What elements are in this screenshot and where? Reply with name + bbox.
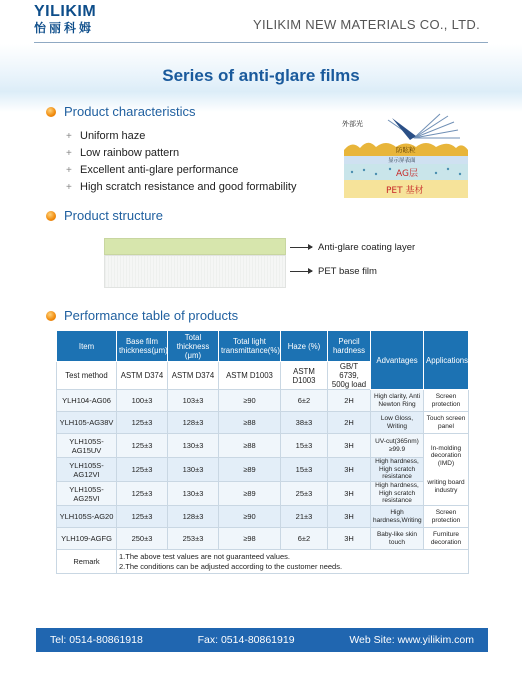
table-cell: Touch screen panel bbox=[424, 412, 469, 434]
column-header: Applications bbox=[424, 331, 469, 390]
plus-icon: + bbox=[66, 165, 72, 176]
table-cell: Screen protection bbox=[424, 390, 469, 412]
table-header-row bbox=[57, 331, 469, 362]
table-cell: Test method bbox=[57, 362, 117, 390]
table-row bbox=[57, 506, 469, 528]
table-cell: Screen protection bbox=[424, 506, 469, 528]
table-row bbox=[57, 482, 469, 506]
diagram-label-display: 显示屏表面 bbox=[388, 158, 416, 164]
diagram-label-ag-particle: 防眩粒 bbox=[396, 146, 416, 154]
list-item: + Low rainbow pattern bbox=[66, 145, 296, 162]
arrow-right-icon bbox=[290, 247, 312, 248]
structure-heading bbox=[46, 208, 163, 223]
table-cell: 125±3 bbox=[117, 412, 168, 434]
table-cell bbox=[424, 434, 469, 506]
table-cell: 6±2 bbox=[281, 528, 328, 550]
remark-row bbox=[57, 550, 469, 574]
orange-bullet-icon bbox=[46, 107, 56, 117]
plus-icon: + bbox=[66, 131, 72, 142]
table-cell: 3H bbox=[328, 482, 371, 506]
table-cell: ASTM D374 bbox=[168, 362, 219, 390]
table-row bbox=[57, 434, 469, 458]
table-cell: Low Gloss, Writing bbox=[371, 412, 424, 434]
table-cell: 250±3 bbox=[117, 528, 168, 550]
list-item: + Excellent anti-glare performance bbox=[66, 162, 296, 179]
table-cell: UV-cut(365nm) ≥99.9 bbox=[371, 434, 424, 458]
contact-footer bbox=[36, 628, 488, 652]
remark-label: Remark bbox=[57, 550, 117, 574]
table-cell: ≥90 bbox=[219, 390, 281, 412]
orange-bullet-icon bbox=[46, 211, 56, 221]
table-cell: ≥89 bbox=[219, 458, 281, 482]
table-cell: Furniture decoration bbox=[424, 528, 469, 550]
table-cell: 15±3 bbox=[281, 434, 328, 458]
column-header: Pencil hardness bbox=[328, 331, 371, 362]
coating-layer-label: Anti-glare coating layer bbox=[318, 242, 416, 253]
table-cell: YLH104-AG06 bbox=[57, 390, 117, 412]
table-cell: 128±3 bbox=[168, 412, 219, 434]
coating-layer-pointer bbox=[290, 242, 415, 253]
remark-line: 1.The above test values are not guaranteed values. bbox=[119, 552, 290, 561]
performance-table bbox=[56, 330, 469, 574]
table-cell: 100±3 bbox=[117, 390, 168, 412]
structure-title: Product structure bbox=[64, 208, 163, 223]
page-header bbox=[0, 0, 522, 44]
table-cell: YLH105S-AG12VI bbox=[57, 458, 117, 482]
table-cell: YLH105S-AG20 bbox=[57, 506, 117, 528]
characteristics-title: Product characteristics bbox=[64, 104, 196, 119]
pet-base-film-layer bbox=[104, 255, 286, 288]
website-link[interactable]: Web Site: www.yilikim.com bbox=[349, 634, 474, 646]
table-cell: 253±3 bbox=[168, 528, 219, 550]
table-cell: 130±3 bbox=[168, 458, 219, 482]
table-cell: ≥88 bbox=[219, 434, 281, 458]
base-film-pointer bbox=[290, 266, 377, 277]
table-cell: ≥90 bbox=[219, 506, 281, 528]
table-cell: 2H bbox=[328, 412, 371, 434]
diagram-label-light: 外部光 bbox=[342, 120, 363, 128]
characteristics-list bbox=[66, 128, 296, 196]
column-header: Base film thickness(μm) bbox=[117, 331, 168, 362]
plus-icon: + bbox=[66, 148, 72, 159]
page-title: Series of anti-glare films bbox=[162, 66, 360, 85]
column-header: Advantages bbox=[371, 331, 424, 390]
table-cell: 25±3 bbox=[281, 482, 328, 506]
table-row bbox=[57, 528, 469, 550]
orange-bullet-icon bbox=[46, 311, 56, 321]
anti-glare-coating-layer bbox=[104, 238, 286, 255]
table-cell: ASTM D374 bbox=[117, 362, 168, 390]
table-cell: 130±3 bbox=[168, 434, 219, 458]
table-cell: High hardness,Writing bbox=[371, 506, 424, 528]
header-divider bbox=[34, 42, 488, 43]
table-cell: 3H bbox=[328, 434, 371, 458]
table-cell: YLH105S-AG25VI bbox=[57, 482, 117, 506]
table-cell: GB/T 6739, 500g load bbox=[328, 362, 371, 390]
table-cell: 128±3 bbox=[168, 506, 219, 528]
performance-heading bbox=[46, 308, 238, 323]
table-cell: Baby-like skin touch bbox=[371, 528, 424, 550]
table-cell: 21±3 bbox=[281, 506, 328, 528]
table-cell: High hardness, High scratch resistance bbox=[371, 458, 424, 482]
table-cell: ≥98 bbox=[219, 528, 281, 550]
table-cell: 125±3 bbox=[117, 434, 168, 458]
column-header: Item bbox=[57, 331, 117, 362]
table-cell: ≥89 bbox=[219, 482, 281, 506]
arrow-right-icon bbox=[290, 271, 312, 272]
table-cell: 2H bbox=[328, 390, 371, 412]
base-film-label: PET base film bbox=[318, 266, 377, 277]
table-cell: 125±3 bbox=[117, 506, 168, 528]
table-cell: YLH105-AG38V bbox=[57, 412, 117, 434]
diagram-label-pet: PET 基材 bbox=[386, 186, 424, 196]
remark-text bbox=[117, 550, 469, 574]
table-row bbox=[57, 458, 469, 482]
logo-chinese-name: 怡丽科姆 bbox=[34, 21, 95, 35]
company-name: YILIKIM NEW MATERIALS CO., LTD. bbox=[253, 17, 480, 32]
table-cell: 38±3 bbox=[281, 412, 328, 434]
table-cell: 130±3 bbox=[168, 482, 219, 506]
table-cell: YLH109-AGFG bbox=[57, 528, 117, 550]
company-logo bbox=[34, 4, 114, 38]
table-cell: 125±3 bbox=[117, 458, 168, 482]
column-header: Total light transmittance(%) bbox=[219, 331, 281, 362]
diagram-label-ag-layer: AG层 bbox=[396, 169, 418, 179]
table-cell: ≥88 bbox=[219, 412, 281, 434]
list-item: + Uniform haze bbox=[66, 128, 296, 145]
characteristics-heading bbox=[46, 104, 196, 119]
performance-title: Performance table of products bbox=[64, 308, 239, 323]
table-cell: High clarity, Anti Newton Ring bbox=[371, 390, 424, 412]
table-cell: 125±3 bbox=[117, 482, 168, 506]
remark-line: 2.The conditions can be adjusted according to the customer needs. bbox=[119, 561, 343, 571]
phone-number: Tel: 0514-80861918 bbox=[50, 634, 143, 646]
table-cell: ASTM D1003 bbox=[281, 362, 328, 390]
table-row bbox=[57, 412, 469, 434]
fax-number: Fax: 0514-80861919 bbox=[197, 634, 295, 646]
structure-diagram bbox=[104, 238, 286, 288]
table-cell: 15±3 bbox=[281, 458, 328, 482]
list-item: + High scratch resistance and good formability bbox=[66, 179, 296, 196]
table-cell: ASTM D1003 bbox=[219, 362, 281, 390]
table-cell: High hardness, High scratch resistance bbox=[371, 482, 424, 506]
application-imd: In-molding decoration (IMD) bbox=[430, 444, 462, 467]
plus-icon: + bbox=[66, 182, 72, 193]
table-cell: 3H bbox=[328, 458, 371, 482]
table-cell: 6±2 bbox=[281, 390, 328, 412]
table-cell: 3H bbox=[328, 528, 371, 550]
light-arrow-icon bbox=[392, 118, 416, 140]
column-header: Haze (%) bbox=[281, 331, 328, 362]
column-header: Total thickness (μm) bbox=[168, 331, 219, 362]
table-cell: 3H bbox=[328, 506, 371, 528]
logo-wordmark: YILIKIM bbox=[34, 3, 97, 20]
table-cell: YLH105S-AG15UV bbox=[57, 434, 117, 458]
table-cell: 103±3 bbox=[168, 390, 219, 412]
anti-glare-diagram bbox=[336, 112, 476, 212]
table-row bbox=[57, 390, 469, 412]
application-writing-board: writing board industry bbox=[427, 479, 465, 494]
